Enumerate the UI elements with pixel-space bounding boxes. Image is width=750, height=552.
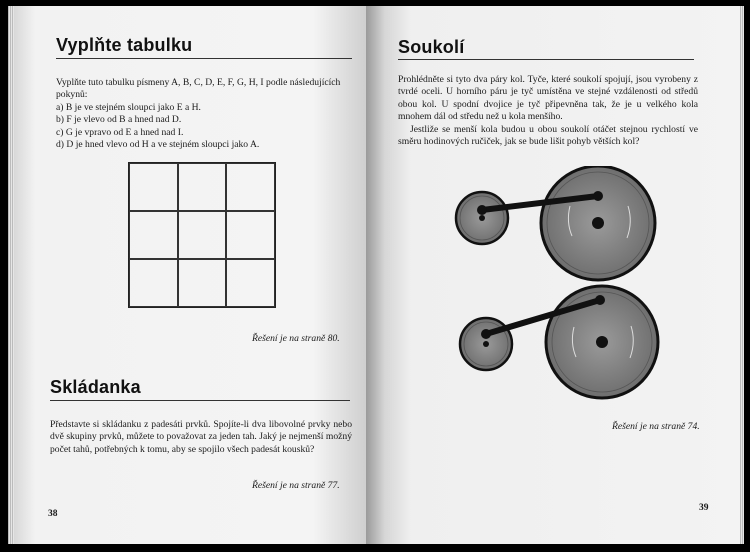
left-page [14,6,366,544]
puzzle-title-soukoli: Soukolí [398,37,465,57]
title-rule [56,58,352,59]
page-number: 39 [699,503,709,513]
grid-cell [178,259,227,307]
grid-cell [129,259,178,307]
puzzle-title-skladanka: Skládanka [50,377,141,397]
grid-cell [226,211,275,259]
solution-ref: Řešení je na straně 77. [252,480,340,491]
grid-cell [226,259,275,307]
puzzle-title-vyplnte: Vyplňte tabulku [56,35,193,55]
grid-cell [226,163,275,211]
grid-cell [129,211,178,259]
pivot [595,295,605,305]
puzzle-intro [56,77,354,151]
letter-grid [128,162,276,308]
pivot [593,191,603,201]
puzzle-text [398,74,698,148]
pivot [481,329,491,339]
gear-pair-bottom [458,282,662,402]
solution-ref: Řešení je na straně 80. [252,333,340,344]
grid-cell [178,163,227,211]
paragraph-2: Jestliže se menší kola budou u obou soukolí otáčet stejnou rychlostí ve směru hodinových ručiček, jak se bude lišit pohyb větších kol? [398,123,698,148]
page-number: 38 [48,509,58,519]
clue-item: b) F je vlevo od B a hned nad D. [56,114,182,126]
grid-cell [129,163,178,211]
solution-ref: Řešení je na straně 74. [612,421,700,432]
clue-item: d) D je hned vlevo od H a ve stejném sloupci jako A. [56,139,260,151]
page-edges [740,6,744,544]
right-page [366,6,740,544]
intro-text: Vyplňte tuto tabulku písmeny A, B, C, D, E, F, G, H, I podle následujících pokynů: [56,77,341,101]
puzzle-text: Představte si skládanku z padesáti prvků. Spojíte-li dva libovolné prvky nebo dvě skupiny prvků, můžete to považovat za jeden tah. Jaký je nejmenší možný počet tahů, potřebných k tomu, aby se spojilo všech padesát kousků? [50,419,352,455]
clue-item: c) G je vpravo od E a hned nad I. [56,126,184,138]
gear-pair-top [452,166,658,284]
pivot [477,205,487,215]
grid-cell [178,211,227,259]
title-rule [398,59,694,60]
clue-item: a) B je ve stejném sloupci jako E a H. [56,101,201,113]
title-rule [50,400,350,401]
paragraph-1: Prohlédněte si tyto dva páry kol. Tyče, které soukolí spojují, jsou vyrobeny z tvrdé oceli. U horního páru je tyč umístěna ve stejné vzdálenosti od středů obou kol. U spodní dvojice je tyč připevněna tak, že je u velkého kola mnohem dál od středu než u kola menšího. [398,74,698,123]
clue-list [56,102,354,152]
